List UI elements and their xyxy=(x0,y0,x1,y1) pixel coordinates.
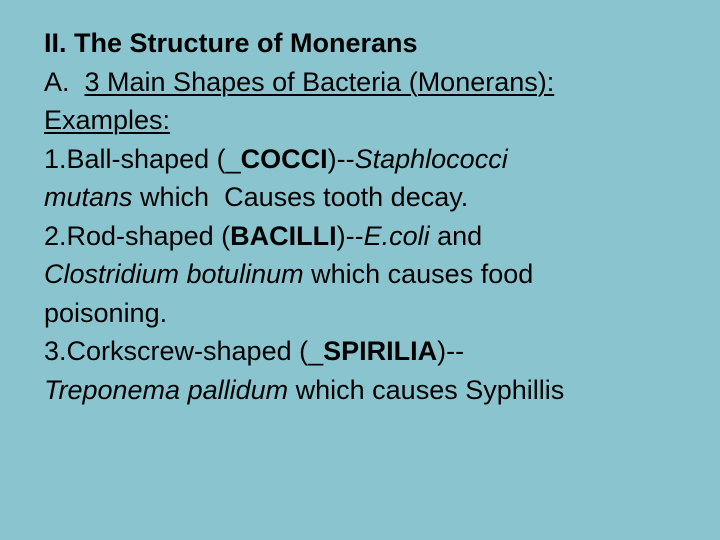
item-bacilli-organism2: Clostridium botulinum xyxy=(44,259,304,289)
item-cocci-tail: which Causes tooth decay. xyxy=(132,182,469,212)
section-a-title xyxy=(44,63,680,102)
item-bacilli-line2 xyxy=(44,255,680,294)
item-spirilia-lead: 3.Corkscrew-shaped (_ xyxy=(44,336,324,366)
item-cocci-mid: )-- xyxy=(327,143,355,174)
item-cocci-line1 xyxy=(44,140,680,179)
examples-label: Examples: xyxy=(44,105,171,135)
item-bacilli-term: BACILLI xyxy=(230,220,337,251)
item-bacilli-and: and xyxy=(429,220,483,251)
item-bacilli-line3: poisoning. xyxy=(44,297,168,328)
item-cocci-line2 xyxy=(44,178,680,217)
item-bacilli-tail: which causes food xyxy=(303,259,534,289)
item-bacilli-lead: 2.Rod-shaped ( xyxy=(44,220,231,251)
section-a-title-text: 3 Main Shapes of Bacteria (Monerans): xyxy=(84,66,555,97)
section-a-prefix: A. xyxy=(44,66,85,97)
item-spirilia-line1 xyxy=(44,332,680,371)
item-spirilia-organism: Treponema pallidum xyxy=(44,374,289,405)
item-cocci-lead: 1.Ball-shaped (_ xyxy=(44,143,241,174)
item-cocci-organism-part1: Staphlococci xyxy=(354,143,508,174)
item-spirilia-term: SPIRILIA xyxy=(323,336,438,366)
item-spirilia-line2 xyxy=(44,371,680,410)
item-cocci-term: COCCI xyxy=(240,143,328,174)
item-bacilli-line1 xyxy=(44,217,680,256)
item-cocci-organism-part2: mutans xyxy=(44,182,133,212)
item-bacilli-mid: )-- xyxy=(336,220,364,251)
item-bacilli-organism1: E.coli xyxy=(363,220,430,251)
item-spirilia-tail: which causes Syphillis xyxy=(288,374,565,405)
slide-heading: II. The Structure of Monerans xyxy=(44,28,418,58)
item-spirilia-mid: )-- xyxy=(437,336,465,366)
